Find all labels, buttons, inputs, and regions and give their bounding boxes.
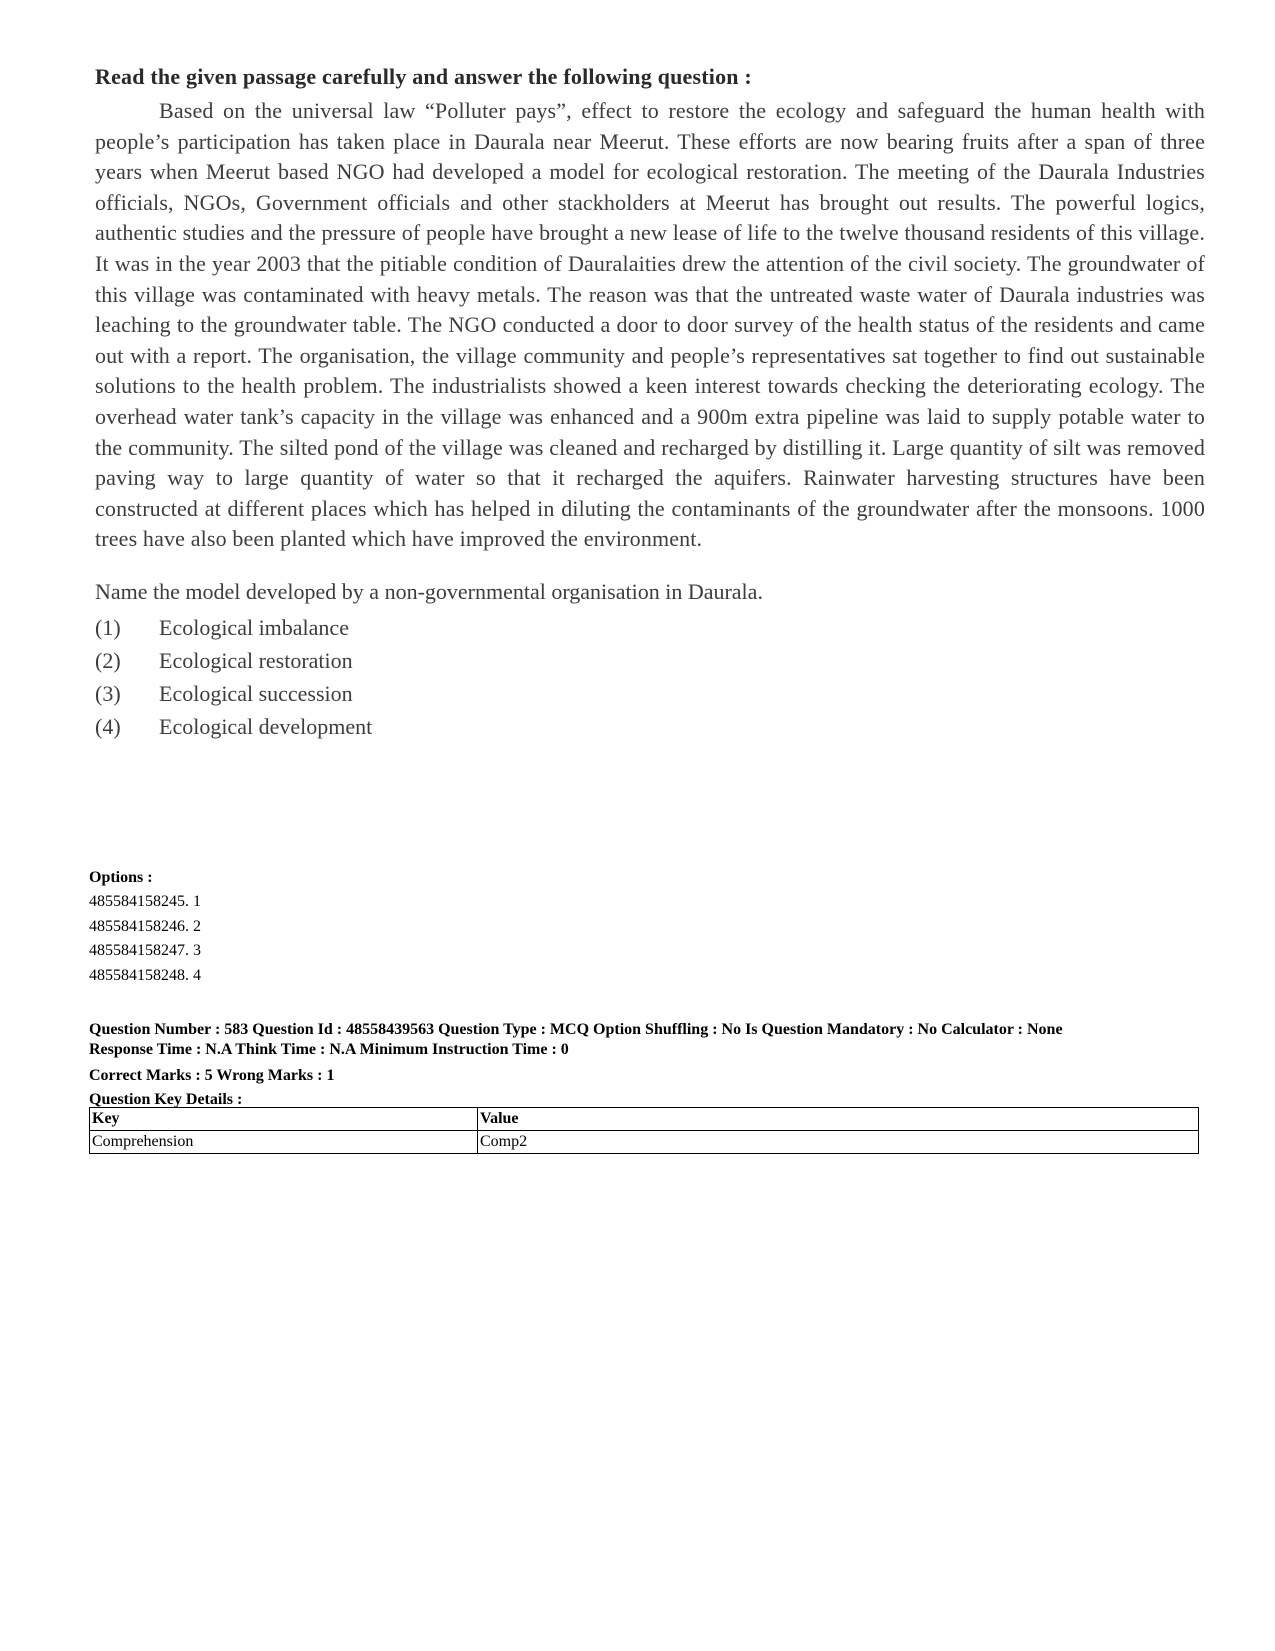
question-text: Name the model developed by a non-governmental organisation in Daurala. <box>95 578 763 604</box>
answer-item <box>95 644 1205 677</box>
option-item: 485584158247. 3 <box>89 942 201 959</box>
passage-scan <box>95 62 1205 743</box>
answer-number: (1) <box>95 614 121 640</box>
answer-item <box>95 710 1205 743</box>
answer-text: Ecological succession <box>159 680 353 706</box>
question-info-line-1: Question Number : 583 Question Id : 48558439563 Question Type : MCQ Option Shuffling : No Is Question Mandatory : No Calculator : None <box>89 1021 1063 1038</box>
marks-line: Correct Marks : 5 Wrong Marks : 1 <box>89 1067 335 1084</box>
answer-text: Ecological restoration <box>159 647 353 673</box>
answer-text: Ecological imbalance <box>159 614 349 640</box>
table-header-value: Value <box>478 1108 1199 1131</box>
question-info <box>89 1020 1189 1112</box>
answer-item <box>95 611 1205 644</box>
answer-list <box>95 611 1205 743</box>
options-label: Options : <box>89 869 153 886</box>
answer-number: (3) <box>95 680 121 706</box>
option-item: 485584158246. 2 <box>89 917 201 935</box>
answer-number: (2) <box>95 647 121 673</box>
passage-heading: Read the given passage carefully and answer the following question : <box>95 64 752 89</box>
table-header-key: Key <box>90 1108 478 1131</box>
option-item: 485584158245. 1 <box>89 893 201 910</box>
option-item: 485584158248. 4 <box>89 966 201 984</box>
table-cell-key: Comprehension <box>90 1131 478 1154</box>
options-block <box>89 866 1189 988</box>
answer-number: (4) <box>95 713 121 739</box>
answer-item <box>95 677 1205 710</box>
key-details-label: Question Key Details : <box>89 1091 243 1108</box>
passage-body: Based on the universal law “Polluter pays”, effect to restore the ecology and safeguard the human health with people’s participation has taken place in Daurala near Meerut. These efforts are now bearing fruits after a span of three years when Meerut based NGO had developed a model for ecological restoration. The meeting of the Daurala Industries officials, NGOs, Government officials and other stackholders at Meerut has brought out results. The powerful logics, authentic studies and the pressure of people have brought a new lease of life to the twelve thousand residents of this village. It was in the year 2003 that the pitiable condition of Dauralaities drew the attention of the civil society. The groundwater of this village was contaminated with heavy metals. The reason was that the untreated waste water of Daurala industries was leaching to the groundwater table. The NGO conducted a door to door survey of the health status of the residents and came out with a report. The organisation, the village community and people’s representatives sat together to find out sustainable solutions to the health problem. The industrialists showed a keen interest towards checking the deteriorating ecology. The overhead water tank’s capacity in the village was enhanced and a 900m extra pipeline was laid to supply potable water to the community. The silted pond of the village was cleaned and recharged by distilling it. Large quantity of silt was removed paving way to large quantity of water so that it recharged the aquifers. Rainwater harvesting structures have been constructed at different places which has helped in diluting the contaminants of the groundwater after the monsoons. 1000 trees have also been planted which have improved the environment. <box>95 98 1205 552</box>
table-cell-value: Comp2 <box>478 1131 1199 1154</box>
question-info-line-2: Response Time : N.A Think Time : N.A Minimum Instruction Time : 0 <box>89 1041 569 1058</box>
table-header-row <box>90 1108 1199 1131</box>
table-row <box>90 1131 1199 1154</box>
answer-text: Ecological development <box>159 713 373 739</box>
key-details-table <box>89 1107 1199 1154</box>
